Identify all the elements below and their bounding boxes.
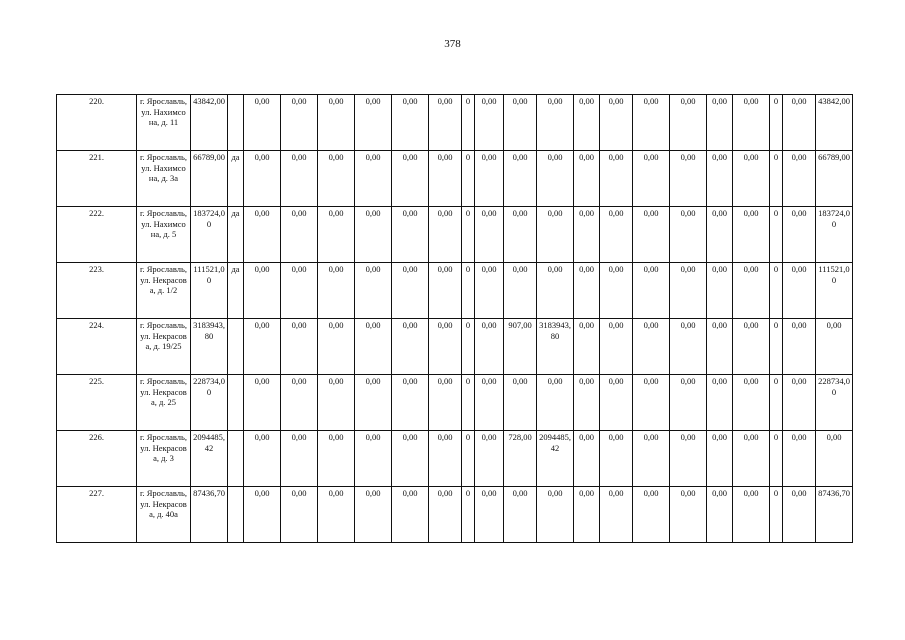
table-body: [57, 95, 853, 543]
value-cell: 0,00: [281, 95, 318, 151]
address-cell: г. Ярославль, ул. Нахимсона, д. 11: [137, 95, 191, 151]
value-cell: 0,00: [475, 487, 504, 543]
value-cell: да: [228, 263, 244, 319]
value-cell: 228734,00: [816, 375, 853, 431]
value-cell: 0,00: [783, 263, 816, 319]
value-cell: 3183943,80: [191, 319, 228, 375]
value-cell: 0,00: [355, 263, 392, 319]
value-cell: 0,00: [670, 207, 707, 263]
value-cell: 0: [462, 487, 475, 543]
value-cell: 43842,00: [191, 95, 228, 151]
value-cell: 0,00: [475, 319, 504, 375]
value-cell: 0,00: [707, 263, 733, 319]
value-cell: 0,00: [783, 151, 816, 207]
value-cell: 0: [770, 487, 783, 543]
value-cell: 0,00: [392, 487, 429, 543]
value-cell: 0,00: [600, 95, 633, 151]
address-cell: г. Ярославль, ул. Некрасова, д. 25: [137, 375, 191, 431]
value-cell: 0: [770, 319, 783, 375]
value-cell: 0,00: [707, 431, 733, 487]
value-cell: 0,00: [355, 487, 392, 543]
value-cell: 0,00: [429, 487, 462, 543]
value-cell: 0,00: [318, 151, 355, 207]
value-cell: 0,00: [733, 487, 770, 543]
value-cell: 0,00: [318, 95, 355, 151]
value-cell: 0,00: [600, 263, 633, 319]
value-cell: 0,00: [318, 487, 355, 543]
value-cell: 0,00: [670, 263, 707, 319]
value-cell: 728,00: [504, 431, 537, 487]
row-number-cell: 223.: [57, 263, 137, 319]
value-cell: 0,00: [537, 151, 574, 207]
value-cell: 0,00: [733, 375, 770, 431]
value-cell: 2094485,42: [191, 431, 228, 487]
value-cell: 0,00: [537, 207, 574, 263]
value-cell: да: [228, 151, 244, 207]
table-row: [57, 431, 853, 487]
value-cell: 0,00: [783, 95, 816, 151]
value-cell: 0,00: [355, 207, 392, 263]
value-cell: 0: [462, 263, 475, 319]
value-cell: 0,00: [574, 95, 600, 151]
value-cell: 0,00: [355, 431, 392, 487]
value-cell: [228, 375, 244, 431]
value-cell: 0,00: [281, 487, 318, 543]
value-cell: 0,00: [318, 375, 355, 431]
value-cell: 0,00: [707, 319, 733, 375]
value-cell: 0,00: [429, 431, 462, 487]
value-cell: 0,00: [574, 375, 600, 431]
value-cell: да: [228, 207, 244, 263]
value-cell: 0,00: [537, 487, 574, 543]
row-number-cell: 224.: [57, 319, 137, 375]
value-cell: 0,00: [633, 431, 670, 487]
value-cell: 0,00: [707, 375, 733, 431]
table-row: [57, 151, 853, 207]
value-cell: 0,00: [783, 375, 816, 431]
value-cell: 0,00: [783, 431, 816, 487]
value-cell: 0,00: [633, 319, 670, 375]
table-row: [57, 263, 853, 319]
value-cell: 3183943,80: [537, 319, 574, 375]
value-cell: 0,00: [244, 263, 281, 319]
value-cell: 0,00: [475, 207, 504, 263]
value-cell: 66789,00: [816, 151, 853, 207]
value-cell: 0,00: [318, 263, 355, 319]
value-cell: 0,00: [707, 95, 733, 151]
value-cell: 0,00: [707, 207, 733, 263]
value-cell: 111521,00: [816, 263, 853, 319]
value-cell: 0: [462, 431, 475, 487]
row-number-cell: 220.: [57, 95, 137, 151]
value-cell: 0,00: [429, 95, 462, 151]
value-cell: [228, 431, 244, 487]
value-cell: 0,00: [244, 487, 281, 543]
value-cell: 0,00: [355, 151, 392, 207]
value-cell: 0,00: [574, 431, 600, 487]
value-cell: 0,00: [244, 151, 281, 207]
value-cell: 0,00: [281, 319, 318, 375]
value-cell: 0,00: [429, 319, 462, 375]
value-cell: 0,00: [355, 95, 392, 151]
value-cell: 0,00: [504, 207, 537, 263]
value-cell: 0,00: [355, 319, 392, 375]
value-cell: 0,00: [816, 319, 853, 375]
value-cell: 0,00: [537, 263, 574, 319]
value-cell: 87436,70: [816, 487, 853, 543]
table-row: [57, 319, 853, 375]
value-cell: 0,00: [733, 151, 770, 207]
value-cell: 0,00: [670, 375, 707, 431]
value-cell: 0,00: [392, 151, 429, 207]
address-cell: г. Ярославль, ул. Некрасова, д. 1/2: [137, 263, 191, 319]
value-cell: 0,00: [633, 207, 670, 263]
value-cell: 66789,00: [191, 151, 228, 207]
value-cell: 0,00: [707, 487, 733, 543]
value-cell: 0,00: [707, 151, 733, 207]
value-cell: 0,00: [281, 431, 318, 487]
value-cell: 0,00: [392, 95, 429, 151]
value-cell: 0,00: [574, 151, 600, 207]
value-cell: 0,00: [244, 319, 281, 375]
value-cell: 0,00: [633, 151, 670, 207]
row-number-cell: 226.: [57, 431, 137, 487]
data-table: [56, 94, 853, 543]
value-cell: 0,00: [392, 431, 429, 487]
value-cell: 0,00: [600, 319, 633, 375]
value-cell: 0,00: [504, 263, 537, 319]
value-cell: 0,00: [783, 487, 816, 543]
value-cell: 0,00: [504, 375, 537, 431]
value-cell: 0,00: [574, 487, 600, 543]
value-cell: 87436,70: [191, 487, 228, 543]
value-cell: 228734,00: [191, 375, 228, 431]
value-cell: 0,00: [537, 375, 574, 431]
value-cell: 0,00: [281, 375, 318, 431]
table-row: [57, 95, 853, 151]
value-cell: 0,00: [504, 95, 537, 151]
value-cell: 0,00: [600, 151, 633, 207]
value-cell: 0,00: [600, 487, 633, 543]
table-row: [57, 487, 853, 543]
address-cell: г. Ярославль, ул. Некрасова, д. 40а: [137, 487, 191, 543]
row-number-cell: 227.: [57, 487, 137, 543]
value-cell: [228, 319, 244, 375]
value-cell: 0,00: [429, 207, 462, 263]
value-cell: 0: [770, 95, 783, 151]
value-cell: 0,00: [281, 207, 318, 263]
row-number-cell: 221.: [57, 151, 137, 207]
value-cell: 0,00: [733, 319, 770, 375]
table-row: [57, 375, 853, 431]
value-cell: 0,00: [633, 263, 670, 319]
value-cell: 0: [462, 151, 475, 207]
value-cell: 0,00: [633, 487, 670, 543]
table-row: [57, 207, 853, 263]
value-cell: 0,00: [281, 151, 318, 207]
value-cell: 0,00: [600, 375, 633, 431]
value-cell: 0,00: [670, 95, 707, 151]
value-cell: 0,00: [392, 207, 429, 263]
value-cell: 0,00: [429, 263, 462, 319]
value-cell: 0,00: [429, 375, 462, 431]
value-cell: 0,00: [244, 95, 281, 151]
value-cell: 0,00: [537, 95, 574, 151]
value-cell: 0,00: [504, 151, 537, 207]
row-number-cell: 222.: [57, 207, 137, 263]
value-cell: 0,00: [475, 95, 504, 151]
value-cell: 0,00: [733, 263, 770, 319]
value-cell: 111521,00: [191, 263, 228, 319]
address-cell: г. Ярославль, ул. Нахимсона, д. 5: [137, 207, 191, 263]
value-cell: 907,00: [504, 319, 537, 375]
value-cell: 183724,00: [191, 207, 228, 263]
value-cell: 0,00: [783, 207, 816, 263]
value-cell: 0,00: [281, 263, 318, 319]
value-cell: [228, 95, 244, 151]
value-cell: 43842,00: [816, 95, 853, 151]
value-cell: 0,00: [475, 431, 504, 487]
value-cell: [228, 487, 244, 543]
address-cell: г. Ярославль, ул. Некрасова, д. 19/25: [137, 319, 191, 375]
value-cell: 0,00: [670, 487, 707, 543]
value-cell: 0: [770, 431, 783, 487]
page-number: 378: [444, 38, 461, 50]
value-cell: 0,00: [783, 319, 816, 375]
value-cell: 0,00: [392, 263, 429, 319]
value-cell: 0,00: [318, 319, 355, 375]
value-cell: 0,00: [244, 431, 281, 487]
address-cell: г. Ярославль, ул. Нахимсона, д. 3а: [137, 151, 191, 207]
value-cell: 0: [462, 207, 475, 263]
value-cell: 0,00: [670, 151, 707, 207]
value-cell: 0,00: [816, 431, 853, 487]
value-cell: 0,00: [504, 487, 537, 543]
value-cell: 0,00: [733, 207, 770, 263]
value-cell: 0,00: [475, 263, 504, 319]
row-number-cell: 225.: [57, 375, 137, 431]
value-cell: 0,00: [633, 95, 670, 151]
value-cell: 0: [462, 95, 475, 151]
value-cell: 2094485,42: [537, 431, 574, 487]
value-cell: 0,00: [318, 207, 355, 263]
value-cell: 0,00: [670, 319, 707, 375]
value-cell: 0,00: [392, 319, 429, 375]
value-cell: 0,00: [600, 431, 633, 487]
value-cell: 0,00: [733, 431, 770, 487]
value-cell: 0: [462, 319, 475, 375]
value-cell: 183724,00: [816, 207, 853, 263]
value-cell: 0,00: [429, 151, 462, 207]
value-cell: 0,00: [355, 375, 392, 431]
value-cell: 0,00: [318, 431, 355, 487]
value-cell: 0,00: [574, 207, 600, 263]
value-cell: 0: [770, 207, 783, 263]
value-cell: 0,00: [475, 375, 504, 431]
value-cell: 0,00: [574, 263, 600, 319]
value-cell: 0,00: [475, 151, 504, 207]
value-cell: 0,00: [574, 319, 600, 375]
value-cell: 0,00: [633, 375, 670, 431]
value-cell: 0,00: [244, 375, 281, 431]
value-cell: 0,00: [670, 431, 707, 487]
value-cell: 0: [770, 151, 783, 207]
value-cell: 0,00: [244, 207, 281, 263]
value-cell: 0: [462, 375, 475, 431]
value-cell: 0: [770, 263, 783, 319]
address-cell: г. Ярославль, ул. Некрасова, д. 3: [137, 431, 191, 487]
value-cell: 0,00: [733, 95, 770, 151]
value-cell: 0,00: [392, 375, 429, 431]
value-cell: 0: [770, 375, 783, 431]
value-cell: 0,00: [600, 207, 633, 263]
